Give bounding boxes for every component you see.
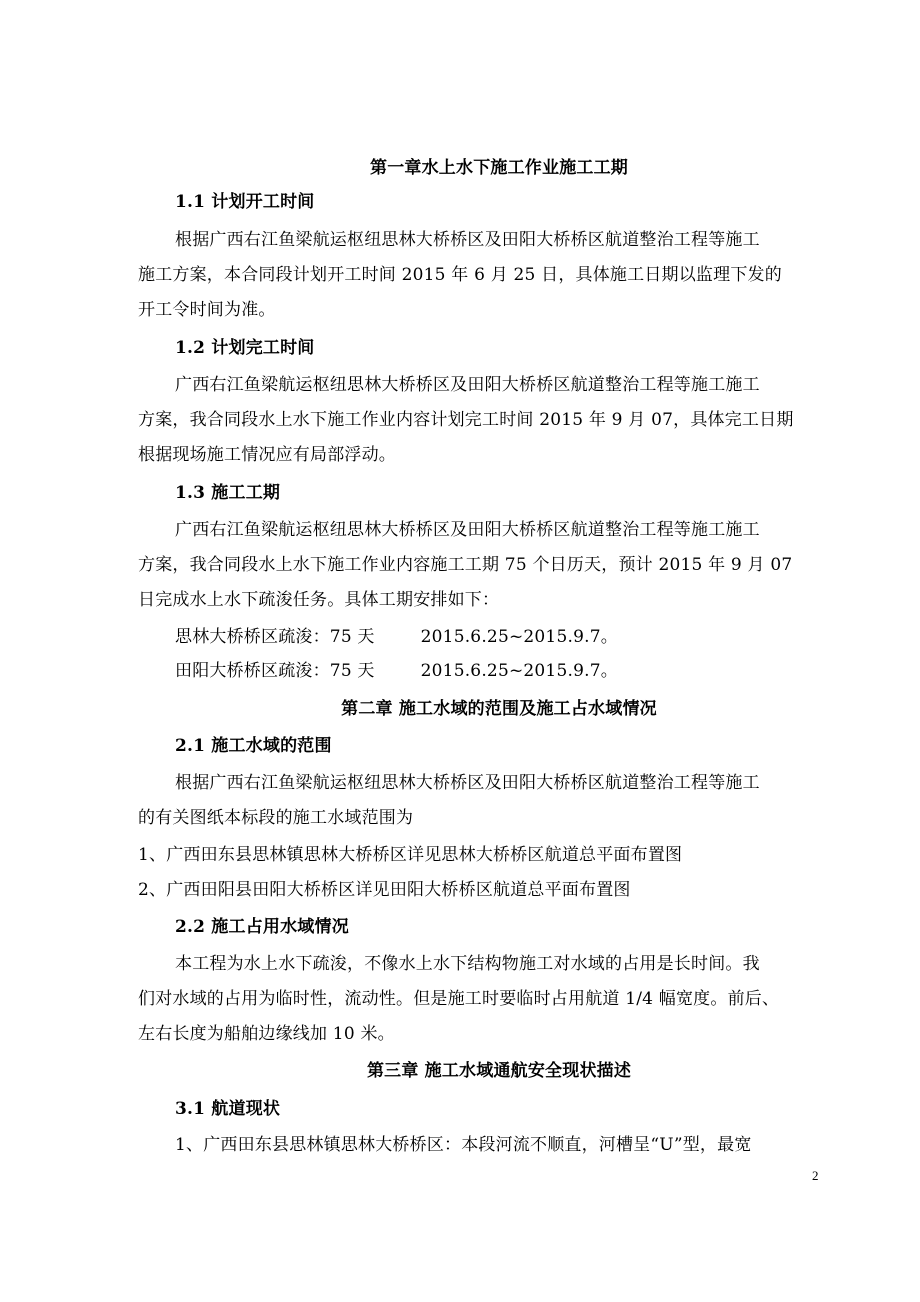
paragraph-line: 的有关图纸本标段的施工水域范围为	[138, 808, 414, 828]
section-2-1-heading: 2.1 施工水域的范围	[175, 736, 332, 756]
paragraph-line: 1、广西田东县思林镇思林大桥桥区：本段河流不顺直，河槽呈“U”型，最宽	[175, 1135, 752, 1155]
schedule-dates: 2015.6.25~2015.9.7。	[420, 627, 618, 647]
paragraph-line: 根据广西右江鱼梁航运枢纽思林大桥桥区及田阳大桥桥区航道整治工程等施工	[175, 230, 760, 250]
paragraph-line: 开工令时间为准。	[138, 300, 276, 320]
list-item: 2、广西田阳县田阳大桥桥区详见田阳大桥桥区航道总平面布置图	[138, 880, 631, 900]
section-1-1-heading: 1.1 计划开工时间	[175, 192, 315, 212]
section-2-2-heading: 2.2 施工占用水域情况	[175, 917, 349, 937]
paragraph-line: 本工程为水上水下疏浚，不像水上水下结构物施工对水域的占用是长时间。我	[175, 954, 760, 974]
schedule-row	[175, 659, 825, 683]
page-number: 2	[812, 1168, 819, 1183]
section-3-1-heading: 3.1 航道现状	[175, 1099, 281, 1119]
paragraph-line: 方案，我合同段水上水下施工作业内容施工工期 75 个日历天，预计 2015 年 9 月 07	[138, 555, 793, 575]
paragraph-line: 施工方案，本合同段计划开工时间 2015 年 6 月 25 日，具体施工日期以监理下发的	[138, 265, 782, 285]
chapter-3-title: 第三章 施工水域通航安全现状描述	[366, 1061, 632, 1081]
section-1-2-heading: 1.2 计划完工时间	[175, 338, 315, 358]
chapter-1-title: 第一章水上水下施工作业施工工期	[370, 158, 628, 178]
chapter-2-title: 第二章 施工水域的范围及施工占水域情况	[341, 699, 657, 719]
paragraph-line: 左右长度为船舶边缘线加 10 米。	[138, 1024, 395, 1044]
schedule-dates: 2015.6.25~2015.9.7。	[420, 661, 618, 681]
schedule-item: 田阳大桥桥区疏浚：75 天	[175, 661, 375, 681]
paragraph-line: 根据广西右江鱼梁航运枢纽思林大桥桥区及田阳大桥桥区航道整治工程等施工	[175, 773, 760, 793]
list-item: 1、广西田东县思林镇思林大桥桥区详见思林大桥桥区航道总平面布置图	[138, 845, 683, 865]
paragraph-line: 广西右江鱼梁航运枢纽思林大桥桥区及田阳大桥桥区航道整治工程等施工施工	[175, 520, 760, 540]
schedule-row	[175, 625, 825, 649]
paragraph-line: 根据现场施工情况应有局部浮动。	[138, 445, 396, 465]
section-1-3-heading: 1.3 施工工期	[175, 483, 281, 503]
schedule-item: 思林大桥桥区疏浚：75 天	[175, 627, 375, 647]
paragraph-line: 日完成水上水下疏浚任务。具体工期安排如下：	[138, 590, 500, 610]
paragraph-line: 方案，我合同段水上水下施工作业内容计划完工时间 2015 年 9 月 07，具体完工日期	[138, 410, 794, 430]
paragraph-line: 广西右江鱼梁航运枢纽思林大桥桥区及田阳大桥桥区航道整治工程等施工施工	[175, 375, 760, 395]
paragraph-line: 们对水域的占用为临时性，流动性。但是施工时要临时占用航道 1/4 幅宽度。前后、	[138, 989, 780, 1009]
